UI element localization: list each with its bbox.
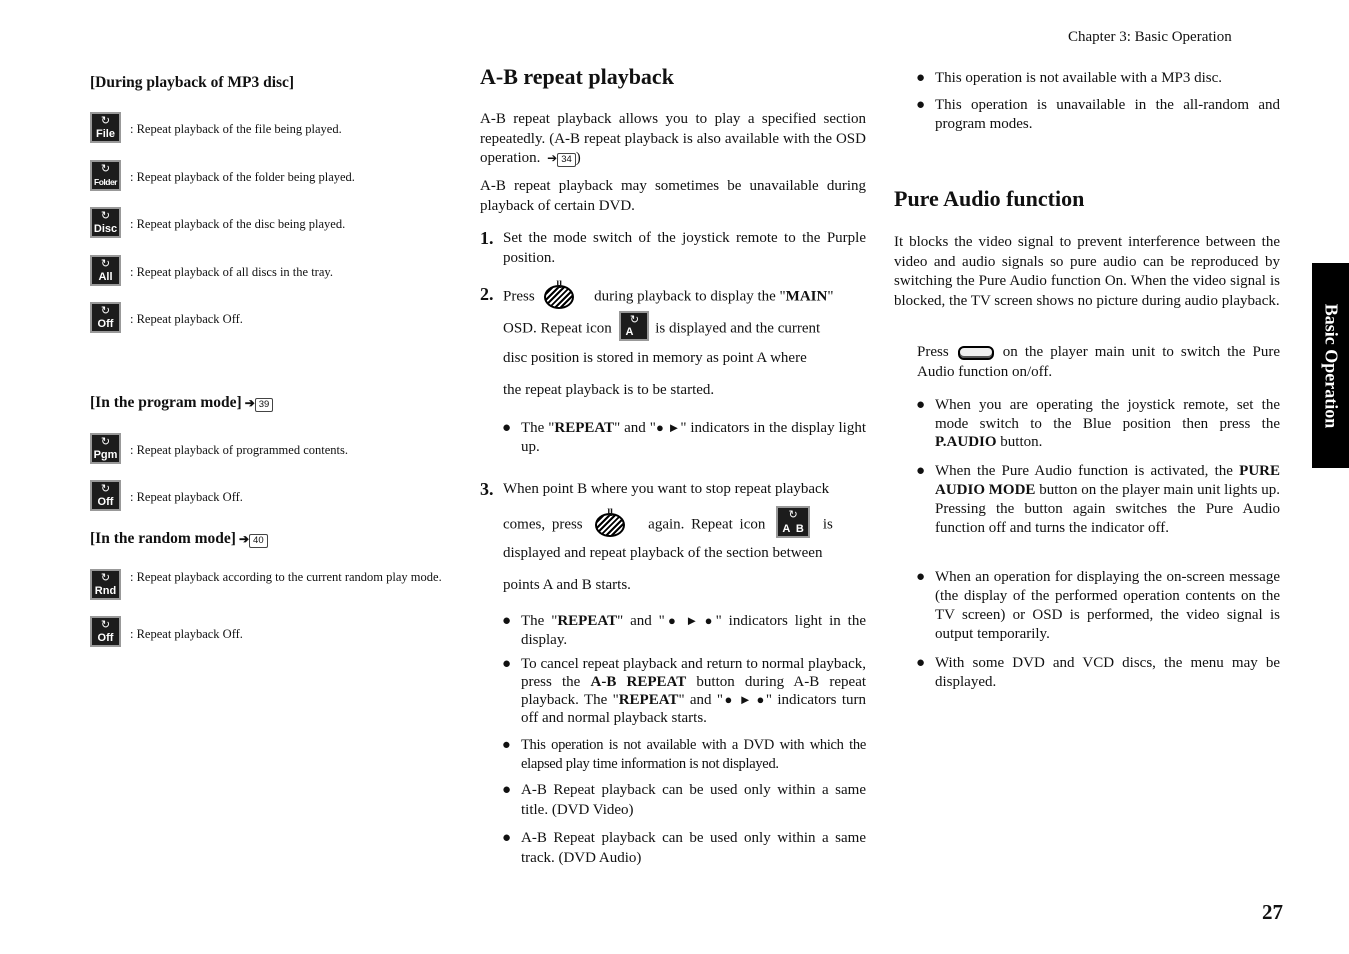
side-tab [1312,263,1349,468]
page-ref-icon: ➔ 34 [547,149,576,169]
pure-audio-bullet-1: ● When you are operating the joystick remote, set the mode switch to the Blue position then press the P.AUDIO button. [916,397,1280,450]
ab-intro-2: A-B repeat playback may sometimes be unavailable during playback of certain DVD. [480,178,866,214]
note-mp3: ● This operation is not available with a MP3 disc. [916,70,1223,86]
page-ref-icon: ➔ 40 [239,530,268,548]
step-1-text: Set the mode switch of the joystick remote to the Purple position. [503,230,866,266]
step-2-line-3: disc position is stored in memory as point A where [503,350,807,366]
step-3-line-4: points A and B starts. [503,577,631,593]
step-3-bullet-4: ● A-B Repeat playback can be used only within a same title. (DVD Video) [502,782,866,818]
pure-audio-bullet-4: ● With some DVD and VCD discs, the menu may be displayed. [916,655,1280,690]
step-3-bullet-3: ● This operation is not available with a DVD with which the elapsed play time information is not displayed. [502,737,866,772]
mp3-heading: [During playback of MP3 disc] [90,74,295,91]
page-number: 27 [1262,900,1283,924]
repeat-disc-desc: : Repeat playback of the disc being played. [130,217,346,231]
step-1-number: 1. [480,228,494,248]
repeat-disc-icon: ↻ Disc [90,207,121,238]
repeat-ab-icon: ↻ A B [776,506,810,538]
pure-audio-title: Pure Audio function [894,186,1085,211]
main-osd-button-icon: ll [544,285,574,309]
repeat-off-desc-3: : Repeat playback Off. [130,627,243,641]
step-2-line-1: Press ll during playback to display the "MAIN" [503,285,866,309]
pure-audio-bullet-3: ● When an operation for displaying the on-screen message (the display of the performed operation contents on the TV screen) or OSD is performed, the video signal is output temporarily. [916,569,1280,642]
step-2-bullet: ● The "REPEAT" and "● ►" indicators in the display light up. [502,420,867,455]
pure-audio-intro: It blocks the video signal to prevent interference between the video and audio signals so pure audio can be reproduced by switching the Pure Audio function On. When the video signal is blocked, the TV screen shows no picture during audio playback. [894,234,1280,309]
step-3-line-2: comes, press ll again. Repeat icon ↻ A B is [503,512,866,538]
pure-audio-button-icon [958,346,994,360]
repeat-file-icon: ↻ File [90,112,121,143]
repeat-a-icon: ↻ A [619,311,649,341]
ab-repeat-title: A-B repeat playback [480,64,674,89]
step-3-bullet-2: ● To cancel repeat playback and return to normal playback, press the A-B REPEAT button during A-B repeat playback. The "REPEAT" and "● ► ●" indicators turn off and normal playback starts. [502,656,867,726]
ab-intro-1: A-B repeat playback allows you to play a specified section repeatedly. (A-B repeat playback is also available with the OSD operation. ➔ 34 ) [480,110,866,169]
pure-audio-bullet-2: ● When the Pure Audio function is activated, the PURE AUDIO MODE button on the player main unit lights up. Pressing the button again switches the Pure Audio function off and turns the indicator off. [916,463,1281,536]
repeat-rnd-desc: : Repeat playback according to the current random play mode. [130,570,442,584]
repeat-off-icon-2: ↻ Off [90,480,121,511]
repeat-off-icon: ↻ Off [90,302,121,333]
repeat-off-icon-3: ↻ Off [90,616,121,647]
side-tab-label: Basic Operation [1321,303,1341,428]
repeat-folder-desc: : Repeat playback of the folder being played. [130,170,355,184]
repeat-all-desc: : Repeat playback of all discs in the tray. [130,265,333,279]
step-3-number: 3. [480,479,494,499]
random-heading: [In the random mode] ➔ 40 [90,530,268,548]
repeat-file-desc: : Repeat playback of the file being played. [130,122,342,136]
step-3-line-1: When point B where you want to stop repeat playback [503,481,830,497]
step-2-line-4: the repeat playback is to be started. [503,382,715,398]
step-3-bullet-1: ● The "REPEAT" and "● ► ●" indicators light in the display. [502,613,866,648]
chapter-header: Chapter 3: Basic Operation [1068,29,1232,45]
repeat-off-desc: : Repeat playback Off. [130,312,243,326]
note-random: ● This operation is unavailable in the all-random and program modes. [916,97,1280,132]
repeat-rnd-icon: ↻ Rnd [90,569,121,600]
program-heading: [In the program mode] ➔ 39 [90,394,273,412]
repeat-pgm-desc: : Repeat playback of programmed contents. [130,443,348,457]
page-ref-icon: ➔ 39 [245,394,274,412]
step-3-line-3: displayed and repeat playback of the section between [503,545,823,561]
step-2-line-2: OSD. Repeat icon ↻ A is displayed and the current [503,317,866,341]
repeat-all-icon: ↻ All [90,255,121,286]
step-3-bullet-5: ● A-B Repeat playback can be used only within a same track. (DVD Audio) [502,830,866,866]
repeat-folder-icon: ↻ Folder [90,160,121,191]
main-osd-button-icon-2: ll [595,513,625,537]
step-2-number: 2. [480,284,494,304]
repeat-off-desc-2: : Repeat playback Off. [130,490,243,504]
repeat-pgm-icon: ↻ Pgm [90,433,121,464]
pure-audio-press: Press on the player main unit to switch the Pure Audio function on/off. [917,344,1281,380]
